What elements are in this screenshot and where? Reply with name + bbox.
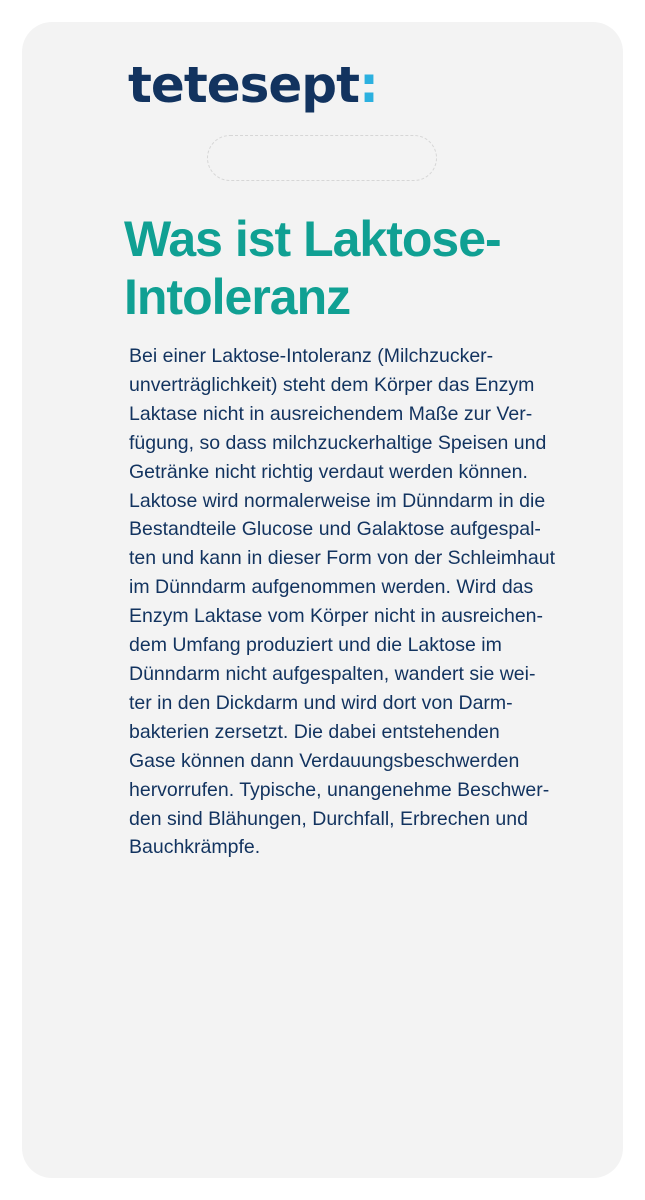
- hang-hole-outline: [207, 135, 437, 181]
- section-body-text: Bei einer Laktose-Intoleranz (Milchzucker- unverträglichkeit) steht dem Körper das Enzym Laktase nicht in ausreichendem Maße zur Ver- fügung, so dass milchzuckerhaltige Speisen und Getränke nicht richtig verdaut werden können. Laktose wird normalerweise im Dünndarm in die Bestandteile Glucose und Galaktose aufgespal- ten und kann in dieser Form von der Schleimhaut im Dünndarm aufgenommen werden. Wird das Enzym Laktase vom Körper nicht in ausreichen- dem Umfang produziert und die Laktose im Dünndarm nicht aufgespalten, wandert sie wei- ter in den Dickdarm und wird dort von Darm- bakterien zersetzt. Die dabei entstehenden Gase können dann Verdauungsbeschwerden hervorrufen. Typische, unangenehme Beschwer- den sind Blähungen, Durchfall, Erbrechen und Bauchkrämpfe.: [129, 345, 555, 859]
- brand-logo: [128, 50, 378, 120]
- brand-logo-colon: :: [359, 56, 378, 114]
- section-heading: Was ist Laktose- Intoleranz: [124, 211, 501, 325]
- brand-logo-name: tetesept: [128, 56, 359, 114]
